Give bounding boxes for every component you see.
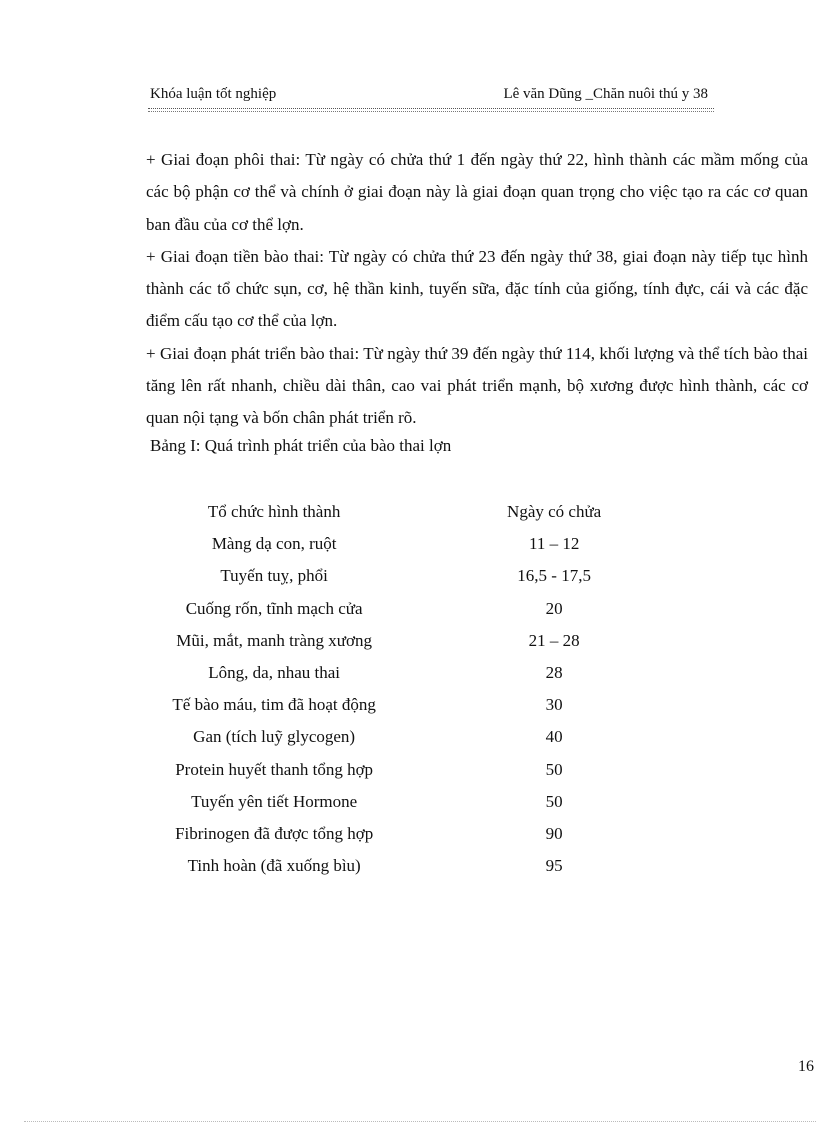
table-cell-day: 16,5 - 17,5 [517, 566, 591, 586]
table-cell-tissue: Gan (tích luỹ glycogen) [193, 727, 356, 747]
page-number: 16 [798, 1058, 814, 1075]
table-row [150, 754, 670, 786]
development-table [150, 496, 670, 882]
table-cell-day: 20 [545, 598, 563, 618]
table-row [150, 657, 670, 689]
table-caption: Bảng I: Quá trình phát triển của bào thai lợn [150, 436, 452, 455]
paragraph-fetal-development-stage: + Giai đoạn phát triển bào thai: Từ ngày thứ 39 đến ngày thứ 114, khối lượng và thể tích bào thai tăng lên rất nhanh, chiều dài thân, cao vai phát triển mạnh, bộ xương được hình thành, các cơ quan nội tạng và bốn chân phát triển rõ. [146, 343, 808, 428]
table-cell-tissue: Lông, da, nhau thai [208, 663, 340, 683]
table-cell-tissue: Mũi, mắt, manh tràng xương [176, 630, 372, 650]
table-cell-tissue: Tuyến yên tiết Hormone [191, 791, 358, 811]
table-header-row [150, 496, 670, 528]
table-row [150, 689, 670, 721]
table-cell-day: 90 [545, 823, 563, 843]
table-cell-day: 11 – 12 [528, 534, 580, 554]
table-row [150, 560, 670, 592]
table-row [150, 625, 670, 657]
paragraph-pre-fetal-stage: + Giai đoạn tiền bào thai: Từ ngày có chửa thứ 23 đến ngày thứ 38, giai đoạn này tiếp tục hình thành các tổ chức sụn, cơ, hệ thần kinh, tuyến sữa, đặc tính của giống, tính đực, cái và các đặc điểm cấu tạo cơ thể của lợn. [146, 246, 808, 331]
body-text [146, 144, 808, 435]
table-cell-tissue: Tế bào máu, tim đã hoạt động [172, 695, 376, 715]
table-cell-day: 28 [545, 663, 563, 683]
table-cell-tissue: Fibrinogen đã được tổng hợp [175, 823, 374, 843]
table-row [150, 818, 670, 850]
table-cell-day: 21 – 28 [528, 630, 580, 650]
table-cell-day: 95 [545, 856, 563, 876]
table-cell-day: 30 [545, 695, 563, 715]
table-cell-tissue: Protein huyết thanh tổng hợp [175, 759, 374, 779]
header-right-text: Lê văn Dũng _Chăn nuôi thú y 38 [503, 86, 708, 102]
table-cell-tissue: Cuống rốn, tĩnh mạch cửa [185, 598, 363, 618]
table-cell-tissue: Tinh hoàn (đã xuống bìu) [187, 856, 361, 876]
paragraph-embryo-stage: + Giai đoạn phôi thai: Từ ngày có chửa thứ 1 đến ngày thứ 22, hình thành các mầm mống của các bộ phận cơ thể và chính ở giai đoạn này là giai đoạn quan trọng cho việc tạo ra các cơ quan ban đầu của cơ thể lợn. [146, 150, 808, 234]
page-header [148, 84, 714, 106]
table-row [150, 528, 670, 560]
footer-rule [24, 1121, 816, 1122]
table-cell-day: 50 [545, 791, 563, 811]
header-left-text: Khóa luận tốt nghiệp [150, 86, 277, 102]
header-rule-secondary [148, 111, 714, 112]
table-cell-day: 50 [545, 759, 563, 779]
table-row [150, 850, 670, 882]
table-cell-tissue: Màng dạ con, ruột [211, 534, 337, 554]
table-header-day: Ngày có chửa [507, 502, 602, 522]
table-row [150, 786, 670, 818]
table-row [150, 721, 670, 753]
table-cell-day: 40 [545, 727, 563, 747]
header-rule [148, 108, 714, 109]
table-cell-tissue: Tuyến tuỵ, phổi [220, 566, 328, 586]
table-row [150, 593, 670, 625]
table-header-tissue: Tổ chức hình thành [207, 502, 341, 522]
